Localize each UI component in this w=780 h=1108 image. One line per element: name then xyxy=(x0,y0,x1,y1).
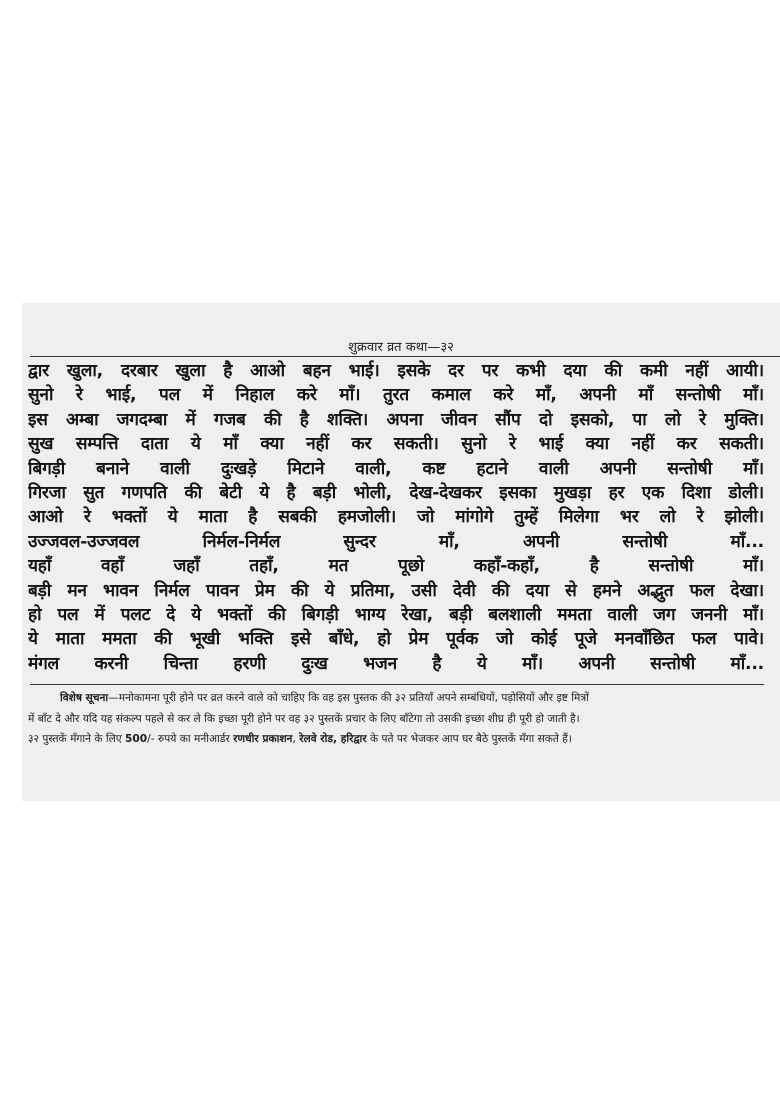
verse-line-4: सुख सम्पत्ति दाता ये माँ क्या नहीं कर सकती। सुनो रे भाई क्या नहीं कर सकती। xyxy=(28,434,764,455)
notice-text-3a: ३२ पुस्तकें मँगाने के लिए xyxy=(28,733,126,745)
verse-line-7: आओ रे भक्तों ये माता है सबकी हमजोली। जो मांगोगे तुम्हें मिलेगा भर लो रे झोली। xyxy=(28,507,764,528)
verse-line-6: गिरजा सुत गणपति की बेटी ये है बड़ी भोली, देख-देखकर इसका मुखड़ा हर एक दिशा डोली। xyxy=(28,482,764,503)
notice-divider xyxy=(30,684,764,685)
page-header: शुक्रवार व्रत कथा—३२ xyxy=(348,340,454,355)
verse-block xyxy=(28,359,764,676)
notice-address: रेलवे रोड, हरिद्वार xyxy=(299,733,367,745)
notice-line-2: में बाँट दे और यदि यह संकल्प पहले से कर ले कि इच्छा पूरी होने पर वह ३२ पुस्तकें प्रचार के लिए बाँटेगा तो उसकी इच्छा शीघ्र ही पूरी हो जाती है। xyxy=(28,712,580,725)
verse-line-12: ये माता ममता की भूखी भक्ति इसे बाँधे, हो प्रेम पूर्वक जो कोई पूजे मनवाँछित फल पावे। xyxy=(28,629,764,650)
notice-text-3c: , xyxy=(292,733,300,745)
notice-label: विशेष सूचना xyxy=(60,692,109,704)
notice-line-1 xyxy=(28,688,764,709)
notice-price: 500 xyxy=(125,733,148,745)
verse-line-9: यहाँ वहाँ जहाँ तहाँ, मत पूछो कहाँ-कहाँ, है सन्तोषी माँ। xyxy=(28,556,764,577)
notice-text-3b: /- रुपये का मनीआर्डर xyxy=(147,733,234,745)
verse-line-11: हो पल में पलट दे ये भक्तों की बिगड़ी भाग्य रेखा, बड़ी बलशाली ममता वाली जग जननी माँ। xyxy=(28,604,764,625)
notice-publisher: रणधीर प्रकाशन xyxy=(233,733,293,745)
notice-line-3 xyxy=(28,729,764,750)
header-divider xyxy=(30,356,780,357)
verse-line-5: बिगड़ी बनाने वाली दुःखड़े मिटाने वाली, कष्ट हटाने वाली अपनी सन्तोषी माँ। xyxy=(28,458,764,479)
book-page xyxy=(22,303,780,801)
verse-line-3: इस अम्बा जगदम्बा में गजब की है शक्ति। अपना जीवन सौंप दो इसको, पा लो रे मुक्ति। xyxy=(28,409,764,430)
verse-line-2: सुनो रे भाई, पल में निहाल करे माँ। तुरत कमाल करे माँ, अपनी माँ सन्तोषी माँ। xyxy=(28,385,764,406)
verse-line-10: बड़ी मन भावन निर्मल पावन प्रेम की ये प्रतिमा, उसी देवी की दया से हमने अद्भुत फल देखा। xyxy=(28,580,764,601)
verse-line-1: द्वार खुला, दरबार खुला है आओ बहन भाई। इसके दर पर कभी दया की कमी नहीं आयी। xyxy=(28,361,764,381)
notice-text-3d: के पते पर भेजकर आप घर बैठे पुस्तकें मँगा सकते हैं। xyxy=(366,733,572,745)
notice-text-1: —मनोकामना पूरी होने पर व्रत करने वाले को चाहिए कि वह इस पुस्तक की ३२ प्रतियाँ अपने सम्बंधियों, पड़ोसियों और इष्ट मित्रों xyxy=(108,692,589,704)
verse-line-8: उज्जवल-उज्जवल निर्मल-निर्मल सुन्दर माँ, अपनी सन्तोषी माँ... xyxy=(28,531,764,552)
special-notice xyxy=(28,688,764,750)
verse-line-13: मंगल करनी चिन्ता हरणी दुःख भजन है ये माँ। अपनी सन्तोषी माँ... xyxy=(28,653,764,674)
